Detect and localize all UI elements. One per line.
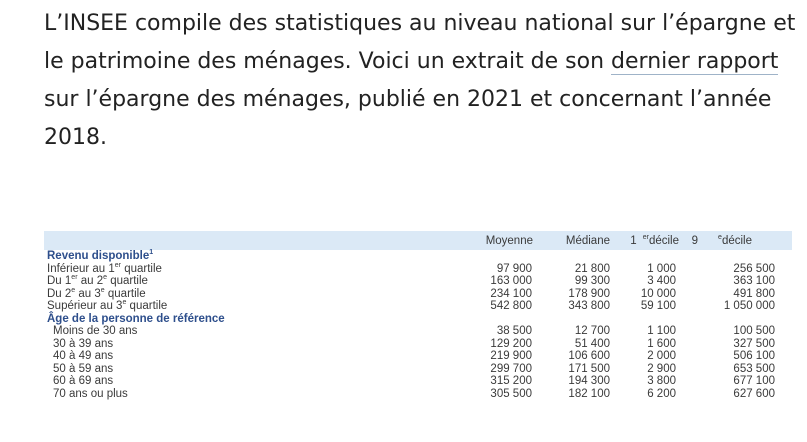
cell-mediane: 106 600 <box>568 350 610 362</box>
table-row <box>44 263 792 276</box>
cell-premier-decile: 2 000 <box>647 350 676 362</box>
cell-moyenne: 219 900 <box>490 350 532 362</box>
row-label: 60 à 69 ans <box>53 375 114 387</box>
intro-text-end: sur l’épargne des ménages, publié en 2021 et concernant l’année 2018. <box>44 87 772 150</box>
cell-mediane: 21 800 <box>574 262 610 275</box>
row-label: Supérieur au 3e quartile <box>47 299 168 312</box>
table-row <box>44 375 792 388</box>
cell-premier-decile: 1 600 <box>647 337 676 350</box>
cell-neuvieme-decile: 506 100 <box>733 350 775 362</box>
section-title-revenu: Revenu disponible$^1$ <box>47 249 154 262</box>
table-row <box>44 363 792 376</box>
cell-neuvieme-decile: 256 500 <box>733 262 775 275</box>
table-body <box>44 250 792 400</box>
cell-mediane: 171 500 <box>568 362 610 375</box>
cell-moyenne: 305 500 <box>490 387 532 400</box>
row-label: 70 ans ou plus <box>53 387 128 400</box>
cell-premier-decile: 6 200 <box>647 387 676 400</box>
cell-moyenne: 38 500 <box>496 325 532 337</box>
table-header-row <box>44 231 792 250</box>
cell-mediane: 178 900 <box>568 287 610 300</box>
section-title-age: Âge de la personne de référence <box>47 312 225 325</box>
row-label: Moins de 30 ans <box>53 325 138 337</box>
header-label-column <box>44 231 452 250</box>
patrimoine-table <box>44 231 792 400</box>
section-row-revenu <box>44 250 792 263</box>
table-row <box>44 388 792 401</box>
cell-premier-decile: 10 000 <box>640 287 676 300</box>
cell-neuvieme-decile: 677 100 <box>733 375 775 387</box>
cell-neuvieme-decile: 653 500 <box>733 362 775 375</box>
table-row <box>44 275 792 288</box>
row-label: Inférieur au 1er quartile <box>47 261 162 275</box>
cell-moyenne: 315 200 <box>490 375 532 387</box>
row-label: 30 à 39 ans <box>53 337 114 350</box>
row-label: 50 à 59 ans <box>53 362 114 375</box>
cell-moyenne: 163 000 <box>490 275 532 287</box>
cell-neuvieme-decile: 363 100 <box>733 275 775 287</box>
cell-moyenne: 129 200 <box>490 337 532 350</box>
cell-premier-decile: 59 100 <box>640 300 676 312</box>
cell-neuvieme-decile: 100 500 <box>733 325 775 337</box>
cell-premier-decile: 3 400 <box>647 275 676 287</box>
cell-premier-decile: 3 800 <box>647 375 676 387</box>
header-neuvieme-decile: 9 $^e$décile <box>691 233 752 247</box>
row-label: Du 1er au 2e quartile <box>47 274 148 287</box>
cell-moyenne: 542 800 <box>490 300 532 312</box>
row-label: 40 à 49 ans <box>53 350 114 362</box>
cell-premier-decile: 1 000 <box>647 262 676 275</box>
dernier-rapport-link[interactable]: dernier rapport <box>611 49 779 74</box>
intro-paragraph <box>44 5 804 157</box>
table-row <box>44 300 792 313</box>
cell-mediane: 12 700 <box>574 325 610 337</box>
cell-mediane: 343 800 <box>568 300 610 312</box>
cell-moyenne: 97 900 <box>496 262 532 275</box>
table-row <box>44 325 792 338</box>
cell-premier-decile: 1 100 <box>647 325 676 337</box>
cell-neuvieme-decile: 627 600 <box>733 387 775 400</box>
header-premier-decile: 1 $^{er}$décile <box>630 233 679 247</box>
section-row-age <box>44 313 792 326</box>
cell-neuvieme-decile: 1 050 000 <box>723 300 775 312</box>
intro-text-start: L’INSEE compile des statistiques au niveau national sur l’épargne et le patrimoine des ménages. Voici un extrait de son <box>44 11 796 74</box>
cell-neuvieme-decile: 491 800 <box>733 287 775 300</box>
table-row <box>44 350 792 363</box>
cell-mediane: 51 400 <box>574 337 610 350</box>
row-label: Du 2e au 3e quartile <box>47 286 146 300</box>
table-row <box>44 288 792 301</box>
cell-mediane: 182 100 <box>568 387 610 400</box>
cell-moyenne: 234 100 <box>490 287 532 300</box>
cell-premier-decile: 2 900 <box>647 362 676 375</box>
header-moyenne: Moyenne <box>485 234 533 247</box>
cell-mediane: 194 300 <box>568 375 610 387</box>
header-mediane: Médiane <box>565 234 610 247</box>
cell-neuvieme-decile: 327 500 <box>733 337 775 350</box>
table-row <box>44 338 792 351</box>
cell-moyenne: 299 700 <box>490 362 532 375</box>
cell-mediane: 99 300 <box>574 275 610 287</box>
